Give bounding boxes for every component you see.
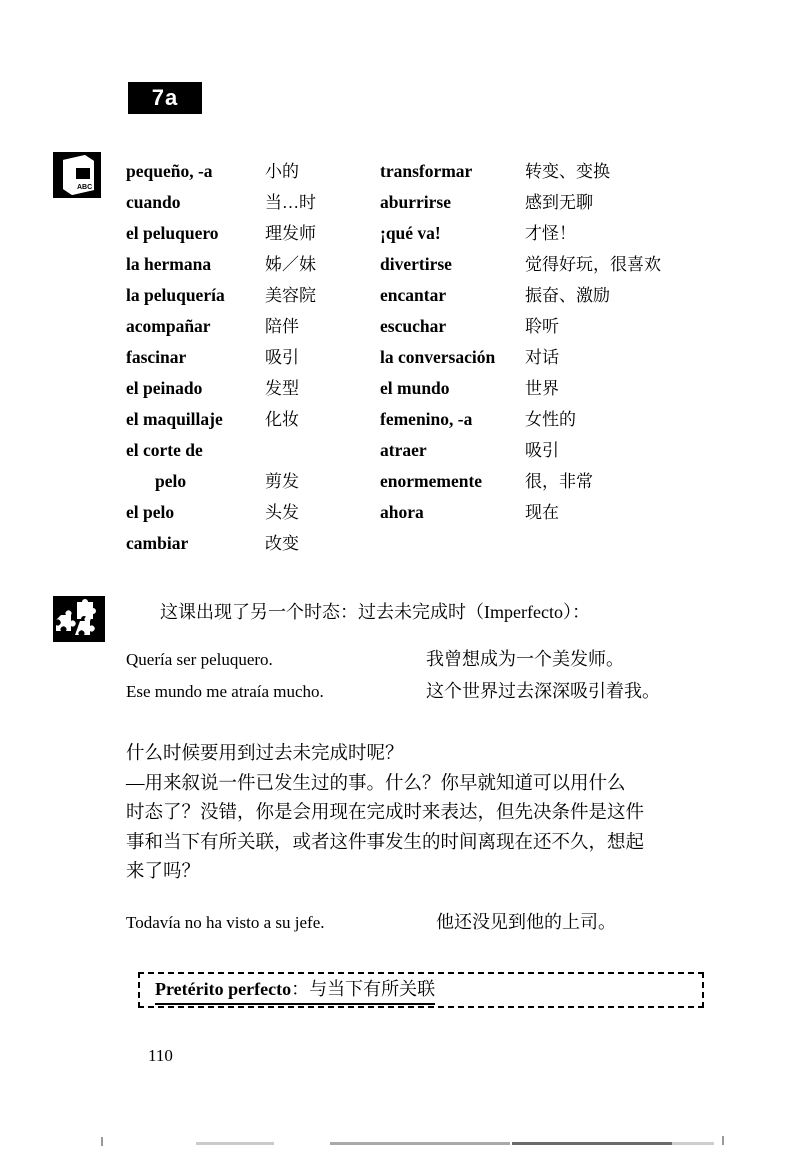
vocab-chinese-left: 理发师 — [265, 224, 316, 243]
second-example-row — [126, 908, 726, 934]
vocab-chinese-right: 才怪！ — [525, 224, 576, 243]
vocab-chinese-right: 转变、变换 — [525, 162, 610, 181]
vocab-spanish-left: el peinado — [126, 378, 203, 398]
example-spanish: Todavía no ha visto a su jefe. — [126, 913, 325, 932]
vocab-spanish-right: escuchar — [380, 316, 447, 336]
vocab-spanish-left: el maquillaje — [126, 409, 223, 429]
note-term: Pretérito perfecto — [155, 979, 292, 999]
vocab-spanish-left: la hermana — [126, 254, 212, 274]
explanation-line: 时态了？没错，你是会用现在完成时来表达，但先决条件是这件 — [126, 803, 645, 823]
vocab-chinese-left: 剪发 — [265, 472, 299, 491]
vocab-spanish-left: pelo — [155, 471, 187, 491]
vocabulary-row — [126, 188, 726, 219]
vocab-chinese-right: 世界 — [525, 379, 559, 398]
note-separator: ： — [291, 979, 310, 999]
vocab-chinese-right: 很，非常 — [525, 472, 593, 491]
puzzle-pieces-icon — [53, 596, 105, 642]
vocabulary-row — [126, 529, 726, 560]
note-definition: 与当下有所关联 — [309, 979, 436, 999]
vocab-spanish-right: atraer — [380, 440, 427, 460]
vocabulary-row — [126, 374, 726, 405]
vocab-chinese-right: 现在 — [525, 503, 559, 522]
scan-artifact — [330, 1142, 510, 1145]
scan-artifact — [722, 1136, 724, 1145]
unit-tab: 7a — [128, 82, 202, 114]
vocabulary-list — [126, 157, 726, 560]
vocabulary-row — [126, 219, 726, 250]
example-chinese: 他还没见到他的上司。 — [436, 912, 616, 932]
vocab-chinese-left: 姊／妹 — [265, 255, 316, 274]
abc-book-icon — [53, 152, 101, 198]
vocab-spanish-right: femenino, -a — [380, 409, 473, 429]
vocab-chinese-right: 觉得好玩，很喜欢 — [525, 255, 661, 274]
example-chinese: 我曾想成为一个美发师。 — [426, 649, 624, 669]
explanation-line: 什么时候要用到过去未完成时呢？ — [126, 744, 404, 764]
vocab-spanish-left: pequeño, -a — [126, 161, 213, 181]
vocab-chinese-right: 振奋、激励 — [525, 286, 610, 305]
grammar-heading: 这课出现了另一个时态：过去未完成时（Imperfecto）： — [160, 602, 590, 622]
vocab-chinese-right: 感到无聊 — [525, 193, 593, 212]
example-row — [126, 645, 726, 677]
vocab-spanish-right: la conversación — [380, 347, 496, 367]
vocabulary-row — [126, 343, 726, 374]
vocab-chinese-right: 吸引 — [525, 441, 559, 460]
vocabulary-row — [126, 436, 726, 467]
example-chinese: 这个世界过去深深吸引着我。 — [426, 681, 660, 701]
vocabulary-row — [126, 498, 726, 529]
vocab-chinese-right: 女性的 — [525, 410, 576, 429]
vocab-chinese-right: 聆听 — [525, 317, 559, 336]
vocab-chinese-left: 当…时 — [265, 193, 316, 212]
explanation-line: 事和当下有所关联，或者这件事发生的时间离现在还不久，想起 — [126, 832, 645, 853]
vocab-spanish-left: el corte de — [126, 440, 203, 460]
example-spanish: Quería ser peluquero. — [126, 650, 273, 669]
vocab-spanish-right: divertirse — [380, 254, 452, 274]
page-number: 110 — [148, 1046, 173, 1065]
note-text — [155, 975, 435, 1005]
scan-artifact — [101, 1137, 103, 1146]
scan-artifact — [512, 1142, 672, 1145]
vocab-spanish-left: fascinar — [126, 347, 187, 367]
vocab-spanish-left: cuando — [126, 192, 181, 212]
vocabulary-row — [126, 250, 726, 281]
vocab-spanish-right: el mundo — [380, 378, 450, 398]
explanation-line: 来了吗？ — [126, 862, 201, 882]
vocab-spanish-right: ¡qué va! — [380, 223, 441, 243]
example-row — [126, 677, 726, 709]
vocabulary-row — [126, 281, 726, 312]
grammar-explanation — [126, 740, 711, 888]
vocabulary-row — [126, 405, 726, 436]
vocab-spanish-right: encantar — [380, 285, 447, 305]
vocab-chinese-right: 对话 — [525, 348, 559, 367]
vocab-spanish-right: enormemente — [380, 471, 483, 491]
vocab-spanish-right: transformar — [380, 161, 473, 181]
vocab-chinese-left: 头发 — [265, 503, 299, 522]
vocab-chinese-left: 改变 — [265, 534, 299, 553]
scan-artifact — [672, 1142, 714, 1145]
vocab-chinese-left: 吸引 — [265, 348, 299, 367]
svg-text:ABC: ABC — [77, 184, 93, 191]
vocab-spanish-left: acompañar — [126, 316, 211, 336]
scan-artifact — [196, 1142, 274, 1145]
vocab-spanish-left: el pelo — [126, 502, 175, 522]
vocab-chinese-left: 美容院 — [265, 286, 316, 305]
vocabulary-row — [126, 467, 726, 498]
vocab-spanish-right: aburrirse — [380, 192, 451, 212]
vocab-chinese-left: 陪伴 — [265, 317, 299, 336]
explanation-line: —用来叙说一件已发生过的事。什么？你早就知道可以用什么 — [126, 773, 626, 794]
vocab-spanish-right: ahora — [380, 502, 424, 522]
example-spanish: Ese mundo me atraía mucho. — [126, 682, 324, 701]
vocab-chinese-left: 发型 — [265, 379, 299, 398]
vocab-spanish-left: el peluquero — [126, 223, 219, 243]
vocabulary-row — [126, 157, 726, 188]
vocabulary-row — [126, 312, 726, 343]
vocab-spanish-left: cambiar — [126, 533, 189, 553]
vocab-spanish-left: la peluquería — [126, 285, 225, 305]
grammar-examples — [126, 645, 726, 709]
vocab-chinese-left: 小的 — [265, 162, 299, 181]
vocab-chinese-left: 化妆 — [265, 410, 299, 429]
